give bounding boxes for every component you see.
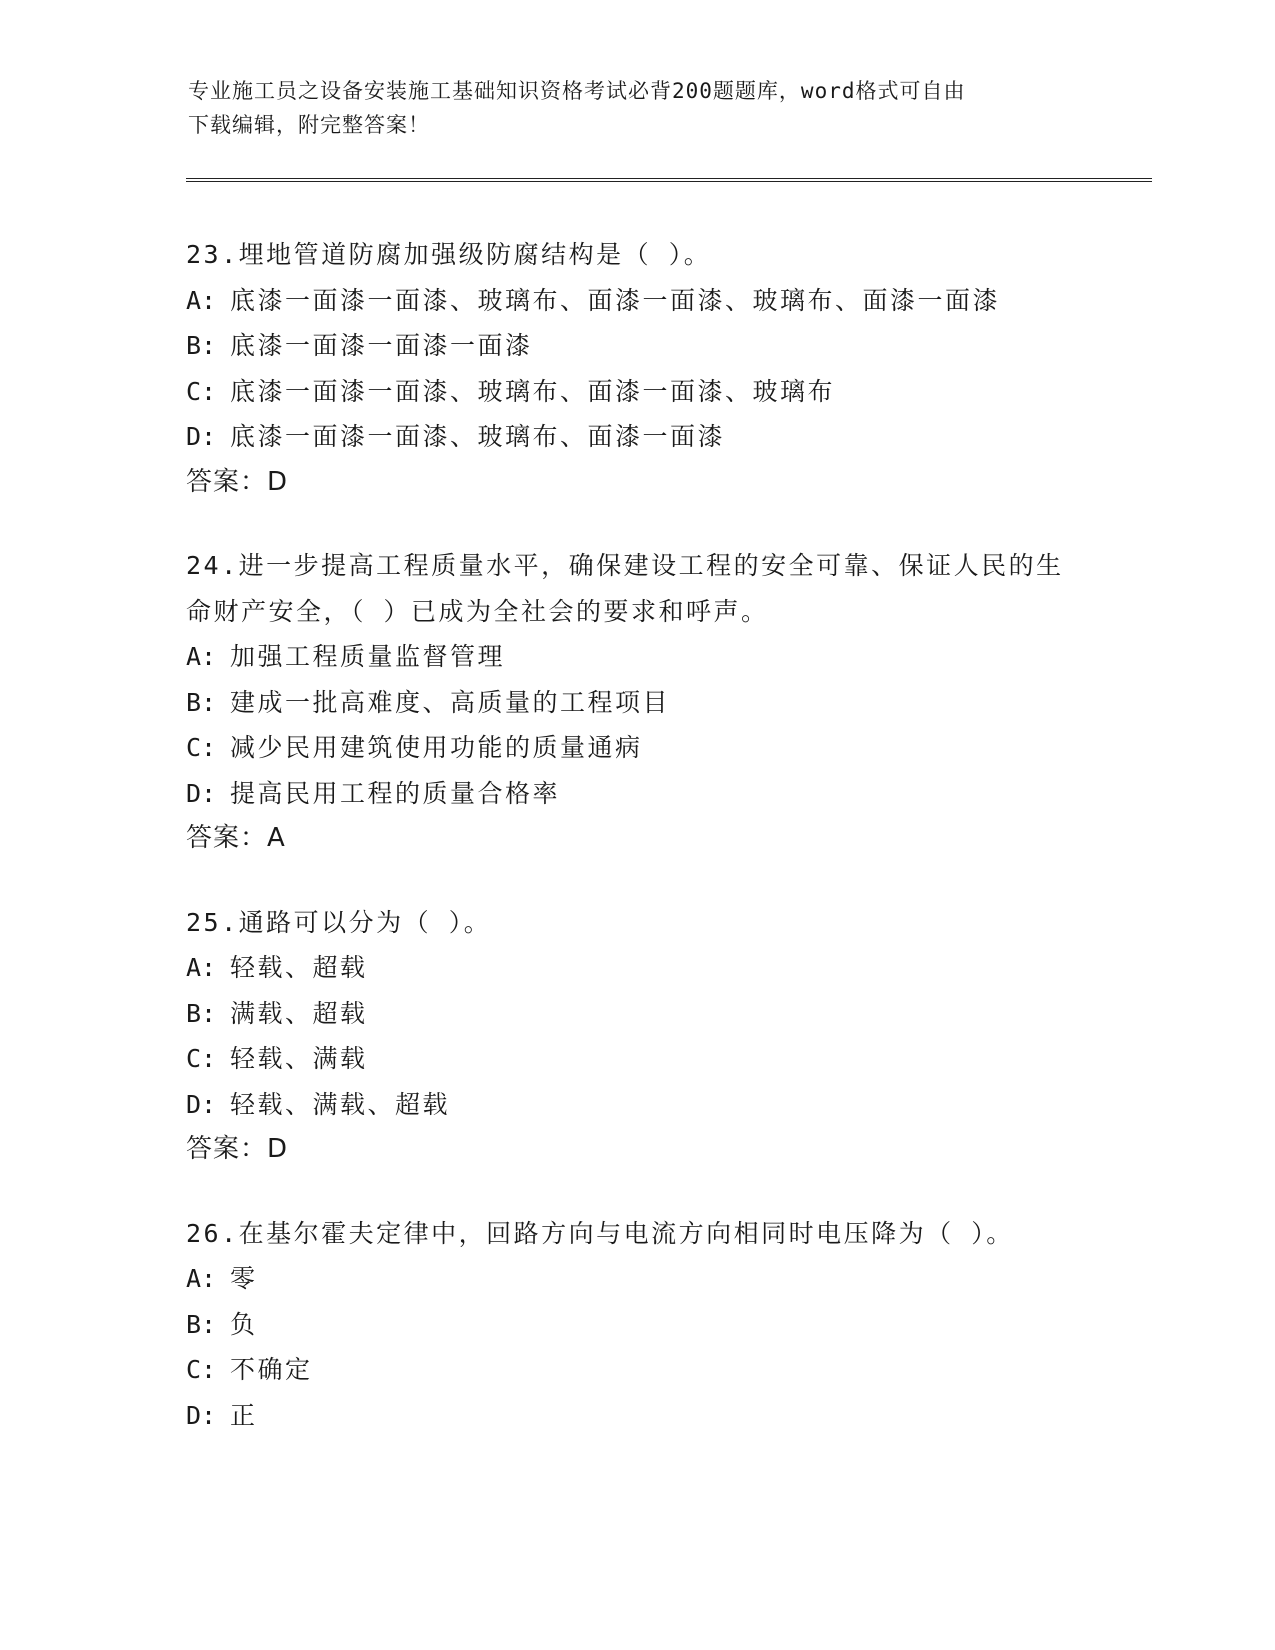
option-a [186, 1256, 1086, 1302]
question-stem: 23.埋地管道防腐加强级防腐结构是（ ）。 [186, 240, 712, 269]
option-letter: A: [186, 1264, 217, 1293]
header-divider [186, 178, 1152, 182]
option-text: 底漆一面漆一面漆、玻璃布、面漆一面漆 [230, 422, 726, 451]
option-text: 满载、超载 [230, 998, 368, 1028]
option-d [186, 771, 1086, 817]
option-d [186, 414, 1086, 460]
option-letter: B: [186, 998, 217, 1028]
question-23 [186, 232, 1086, 505]
option-d [186, 1393, 1086, 1439]
option-letter: B: [186, 1309, 217, 1339]
option-b [186, 323, 1086, 369]
option-a [186, 634, 1086, 680]
option-c [186, 1036, 1086, 1082]
option-text: 零 [230, 1264, 258, 1293]
option-letter: B: [186, 331, 217, 360]
document-header [188, 74, 1068, 142]
option-text: 加强工程质量监督管理 [230, 642, 506, 671]
answer-label: 答案：D [186, 1134, 289, 1164]
option-c [186, 1347, 1086, 1393]
option-d [186, 1082, 1086, 1128]
option-letter: C: [186, 376, 217, 406]
option-c [186, 725, 1086, 771]
question-24 [186, 543, 1086, 862]
option-letter: A: [186, 285, 217, 315]
question-25 [186, 900, 1086, 1173]
option-letter: A: [186, 642, 217, 671]
option-text: 轻载、满载、超载 [230, 1089, 451, 1119]
option-letter: C: [186, 733, 217, 762]
header-title-line-1: 专业施工员之设备安装施工基础知识资格考试必背200题题库，word格式可自由 [188, 79, 966, 103]
option-text: 底漆一面漆一面漆、玻璃布、面漆一面漆、玻璃布、面漆一面漆 [230, 285, 1001, 315]
answer-label: 答案：A [186, 823, 286, 853]
answer-label: 答案：D [186, 466, 289, 497]
option-text: 正 [230, 1400, 258, 1430]
option-letter: C: [186, 1044, 217, 1073]
option-a [186, 278, 1086, 324]
question-stem: 25.通路可以分为（ ）。 [186, 907, 492, 937]
option-a [186, 945, 1086, 991]
option-b [186, 1302, 1086, 1348]
option-letter: C: [186, 1355, 217, 1384]
option-text: 负 [230, 1309, 258, 1339]
question-stem: 26.在基尔霍夫定律中，回路方向与电流方向相同时电压降为（ ）。 [186, 1218, 1014, 1248]
option-text: 轻载、满载 [230, 1044, 368, 1073]
option-b [186, 991, 1086, 1037]
option-text: 不确定 [230, 1355, 313, 1384]
option-letter: D: [186, 1089, 217, 1119]
option-letter: D: [186, 1400, 217, 1430]
option-c [186, 369, 1086, 415]
header-title-line-2: 下载编辑，附完整答案！ [188, 113, 430, 137]
option-text: 提高民用工程的质量合格率 [230, 778, 561, 808]
option-letter: D: [186, 422, 217, 451]
option-text: 轻载、超载 [230, 953, 368, 982]
question-26 [186, 1211, 1086, 1439]
question-stem: 24.进一步提高工程质量水平，确保建设工程的安全可靠、保证人民的生命财产安全，（ ）已成为全社会的要求和呼声。 [186, 551, 1064, 626]
option-letter: D: [186, 778, 217, 808]
option-letter: B: [186, 687, 217, 717]
option-text: 建成一批高难度、高质量的工程项目 [230, 687, 671, 717]
option-letter: A: [186, 953, 217, 982]
option-text: 减少民用建筑使用功能的质量通病 [230, 733, 643, 762]
option-text: 底漆一面漆一面漆一面漆 [230, 331, 533, 360]
option-b [186, 680, 1086, 726]
option-text: 底漆一面漆一面漆、玻璃布、面漆一面漆、玻璃布 [230, 376, 836, 406]
question-list [186, 232, 1086, 1476]
